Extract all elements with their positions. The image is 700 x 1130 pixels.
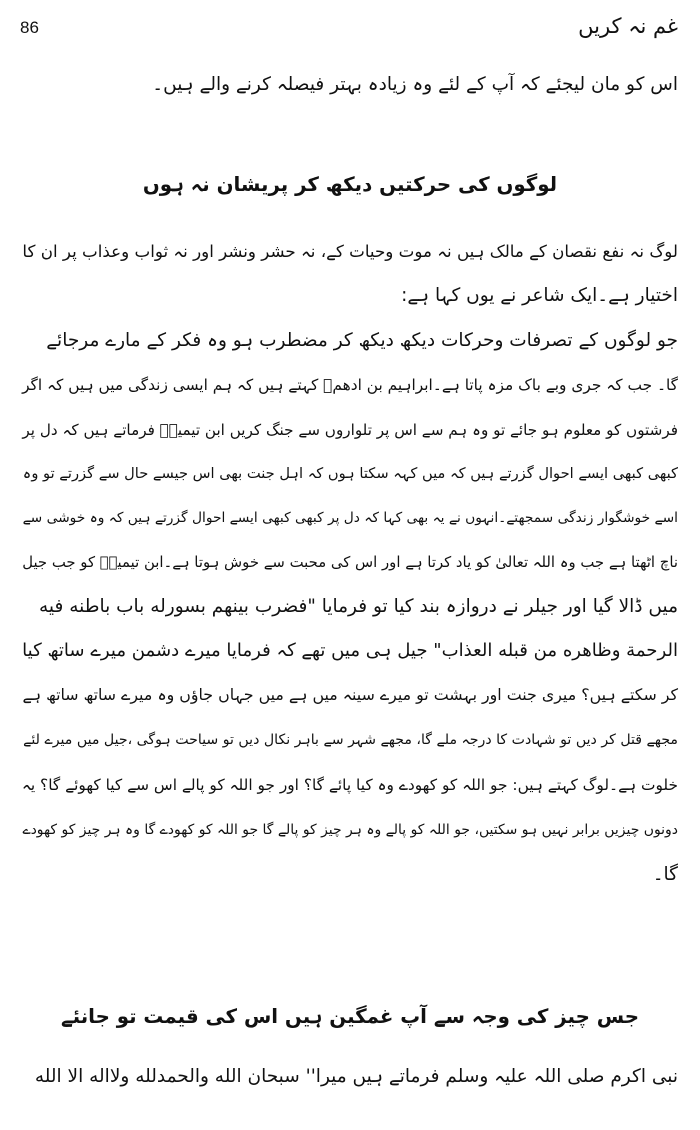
paragraph-line: لوگ نہ نفع نقصان کے مالک ہیں نہ موت وحیات کے، نہ حشر ونشر اور نہ ثواب وعذاب پر ان کا — [22, 242, 678, 261]
paragraph-line: الرحمة وظاهره من قبله العذاب" جیل ہی میں تھے کہ فرمایا میرے دشمن میرے ساتھ کیا — [22, 640, 678, 661]
paragraph-line: میں ڈالا گیا اور جیلر نے دروازہ بند کیا تو فرمایا "فضرب بينهم بسورله باب باطنه فيه — [39, 596, 678, 617]
closing-line: نبی اکرم صلی اللہ علیہ وسلم فرماتے ہیں میرا'' سبحان الله والحمدلله ولااله الا الله — [34, 1066, 678, 1087]
intro-line: اس کو مان لیجئے کہ آپ کے لئے وہ زیادہ بہتر فیصلہ کرنے والے ہیں۔ — [152, 74, 678, 95]
paragraph-line: کبھی کبھی ایسے احوال گزرتے ہیں کہ میں کہہ سکتا ہوں کہ اہل جنت بھی اس جیسے حال سے گزرتے تو وہ — [22, 465, 678, 482]
paragraph-line: فرشتوں کو معلوم ہو جائے تو وہ ہم سے اس پر تلواروں سے جنگ کریں ابن تیمیہؒ فرماتے ہیں کہ دل پر — [22, 421, 678, 439]
paragraph-line: کر سکتے ہیں؟ میری جنت اور بہشت تو میرے سینہ میں ہے میں جہاں جاؤں وہ میرے ساتھ ساتھ ہے — [22, 685, 678, 704]
paragraph-line: گا۔ جب کہ جری وبے باک مزہ پاتا ہے۔ابراہیم بن ادھمؒ کہتے ہیں کہ ہم ایسی زندگی میں ہیں کہ اگر — [22, 376, 678, 394]
paragraph-line: جو لوگوں کے تصرفات وحرکات دیکھ دیکھ کر مضطرب ہو وہ فکر کے مارے مرجائے — [46, 330, 678, 351]
paragraph-line: اختیار ہے۔ایک شاعر نے یوں کہا ہے: — [401, 285, 678, 306]
section-heading-people: لوگوں کی حرکتیں دیکھ کر پریشان نہ ہوں — [142, 173, 558, 196]
paragraph-line: گا۔ — [652, 864, 678, 885]
paragraph-line: ناچ اٹھتا ہے جب وہ اللہ تعالیٰ کو یاد کرتا ہے اور اس کی محبت سے خوش ہوتا ہے۔ابن تیمیہؒ کو جب جیل — [22, 553, 678, 571]
paragraph-line: دونوں چیزیں برابر نہیں ہو سکتیں، جو اللہ کو پالے وہ ہر چیز کو پالے گا جو اللہ کو کھودے گا وہ ہر چیز کو کھودے — [22, 822, 678, 838]
paragraph-line: اسے خوشگوار زندگی سمجھتے۔انہوں نے یہ بھی کہا کہ دل پر کبھی کبھی ایسے احوال گزرتے ہیں کہ وہ خوشی سے — [22, 510, 678, 526]
section-heading-value: جس چیز کی وجہ سے آپ غمگین ہیں اس کی قیمت تو جانئے — [61, 1005, 639, 1028]
book-title: غم نہ کریں — [578, 14, 678, 38]
paragraph-line: مجھے قتل کر دیں تو شہادت کا درجہ ملے گا، مجھے شہر سے باہر نکال دیں تو سیاحت ہوگی ،جیل میں میرے لئے — [23, 732, 678, 748]
paragraph-line: خلوت ہے۔لوگ کہتے ہیں: جو اللہ کو کھودے وہ کیا پائے گا؟ اور جو اللہ کو پالے اس سے کیا کھوئے گا؟ یہ — [21, 776, 678, 794]
page-number: 86 — [20, 18, 39, 37]
